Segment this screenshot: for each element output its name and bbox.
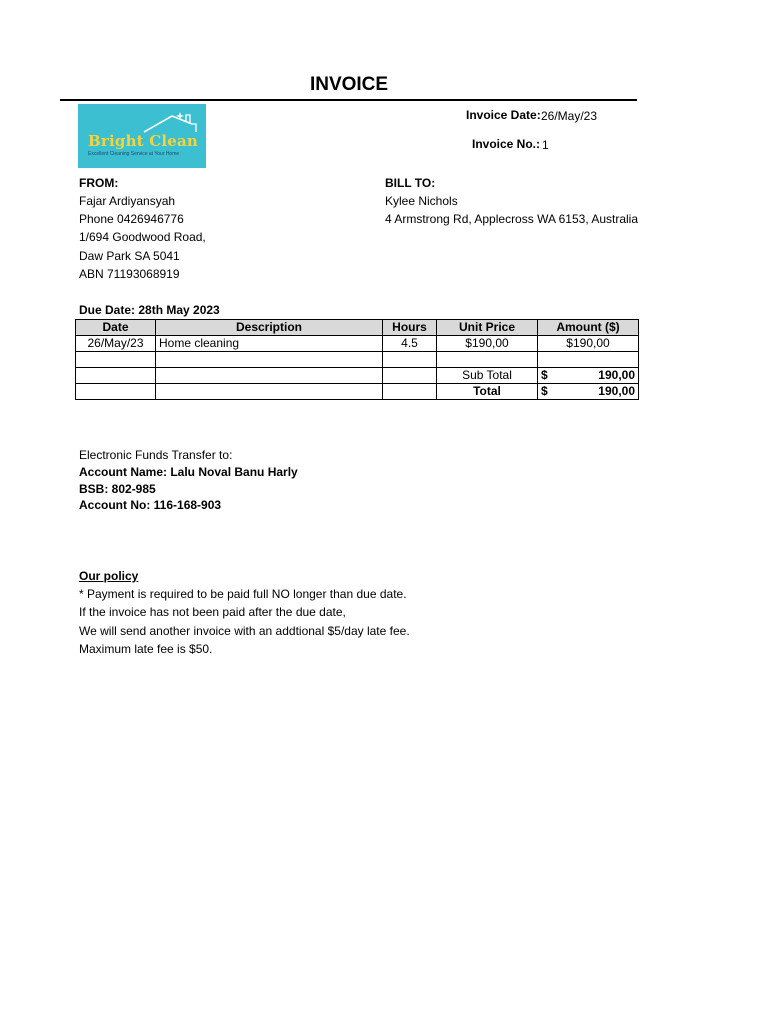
bsb: BSB: 802-985 (79, 482, 156, 496)
invoice-no-value: 1 (542, 138, 549, 152)
cell-date: 26/May/23 (76, 336, 156, 352)
column-header-hours: Hours (383, 320, 437, 336)
house-roof-sparkle-icon (142, 110, 200, 134)
invoice-title: INVOICE (309, 74, 389, 95)
title-divider (60, 99, 637, 101)
subtotal-value: 190,00 (598, 368, 635, 382)
invoice-no-label: Invoice No.: (472, 137, 541, 151)
bill-to-line: 4 Armstrong Rd, Applecross WA 6153, Australia (385, 212, 639, 226)
from-line: 1/694 Goodwood Road, (79, 230, 206, 244)
logo-name: Bright Clean (88, 132, 199, 150)
account-name: Account Name: Lalu Noval Banu Harly (79, 465, 298, 479)
total-row (76, 384, 639, 400)
total-label: Total (437, 384, 538, 400)
table-row-empty (76, 352, 639, 368)
subtotal-row (76, 368, 639, 384)
total-amount-cell (538, 384, 639, 400)
from-line: Daw Park SA 5041 (79, 249, 180, 263)
policy-heading: Our policy (79, 569, 139, 583)
cell-description: Home cleaning (156, 336, 383, 352)
policy-line: * Payment is required to be paid full NO longer than due date. (79, 587, 407, 601)
policy-line: We will send another invoice with an addtional $5/day late fee. (79, 624, 410, 638)
policy-line: Maximum late fee is $50. (79, 642, 213, 656)
invoice-date-label: Invoice Date: (466, 108, 541, 122)
from-line: ABN 71193068919 (79, 267, 180, 281)
company-logo (78, 104, 206, 168)
total-currency: $ (541, 384, 548, 398)
invoice-date-value: 26/May/23 (541, 109, 598, 123)
cell-hours: 4.5 (383, 336, 437, 352)
cell-amount: $190,00 (538, 336, 639, 352)
bill-to-heading: BILL TO: (385, 176, 436, 190)
bill-to-line: Kylee Nichols (385, 194, 458, 208)
invoice-items-table (75, 319, 639, 400)
account-number: Account No: 116-168-903 (79, 498, 222, 512)
subtotal-amount-cell (538, 368, 639, 384)
policy-line: If the invoice has not been paid after the due date, (79, 605, 346, 619)
from-heading: FROM: (79, 176, 119, 190)
subtotal-label: Sub Total (437, 368, 538, 384)
cell-unit-price: $190,00 (437, 336, 538, 352)
total-value: 190,00 (598, 384, 635, 398)
logo-tagline: Excellent Cleaning Service at Your Home (88, 151, 180, 157)
table-row (76, 336, 639, 352)
column-header-description: Description (156, 320, 383, 336)
table-header-row (76, 320, 639, 336)
subtotal-currency: $ (541, 368, 548, 382)
from-line: Phone 0426946776 (79, 212, 184, 226)
due-date: Due Date: 28th May 2023 (79, 303, 220, 317)
payment-intro: Electronic Funds Transfer to: (79, 448, 233, 462)
column-header-amount: Amount ($) (538, 320, 639, 336)
from-line: Fajar Ardiyansyah (79, 194, 176, 208)
column-header-date: Date (76, 320, 156, 336)
column-header-unit-price: Unit Price (437, 320, 538, 336)
